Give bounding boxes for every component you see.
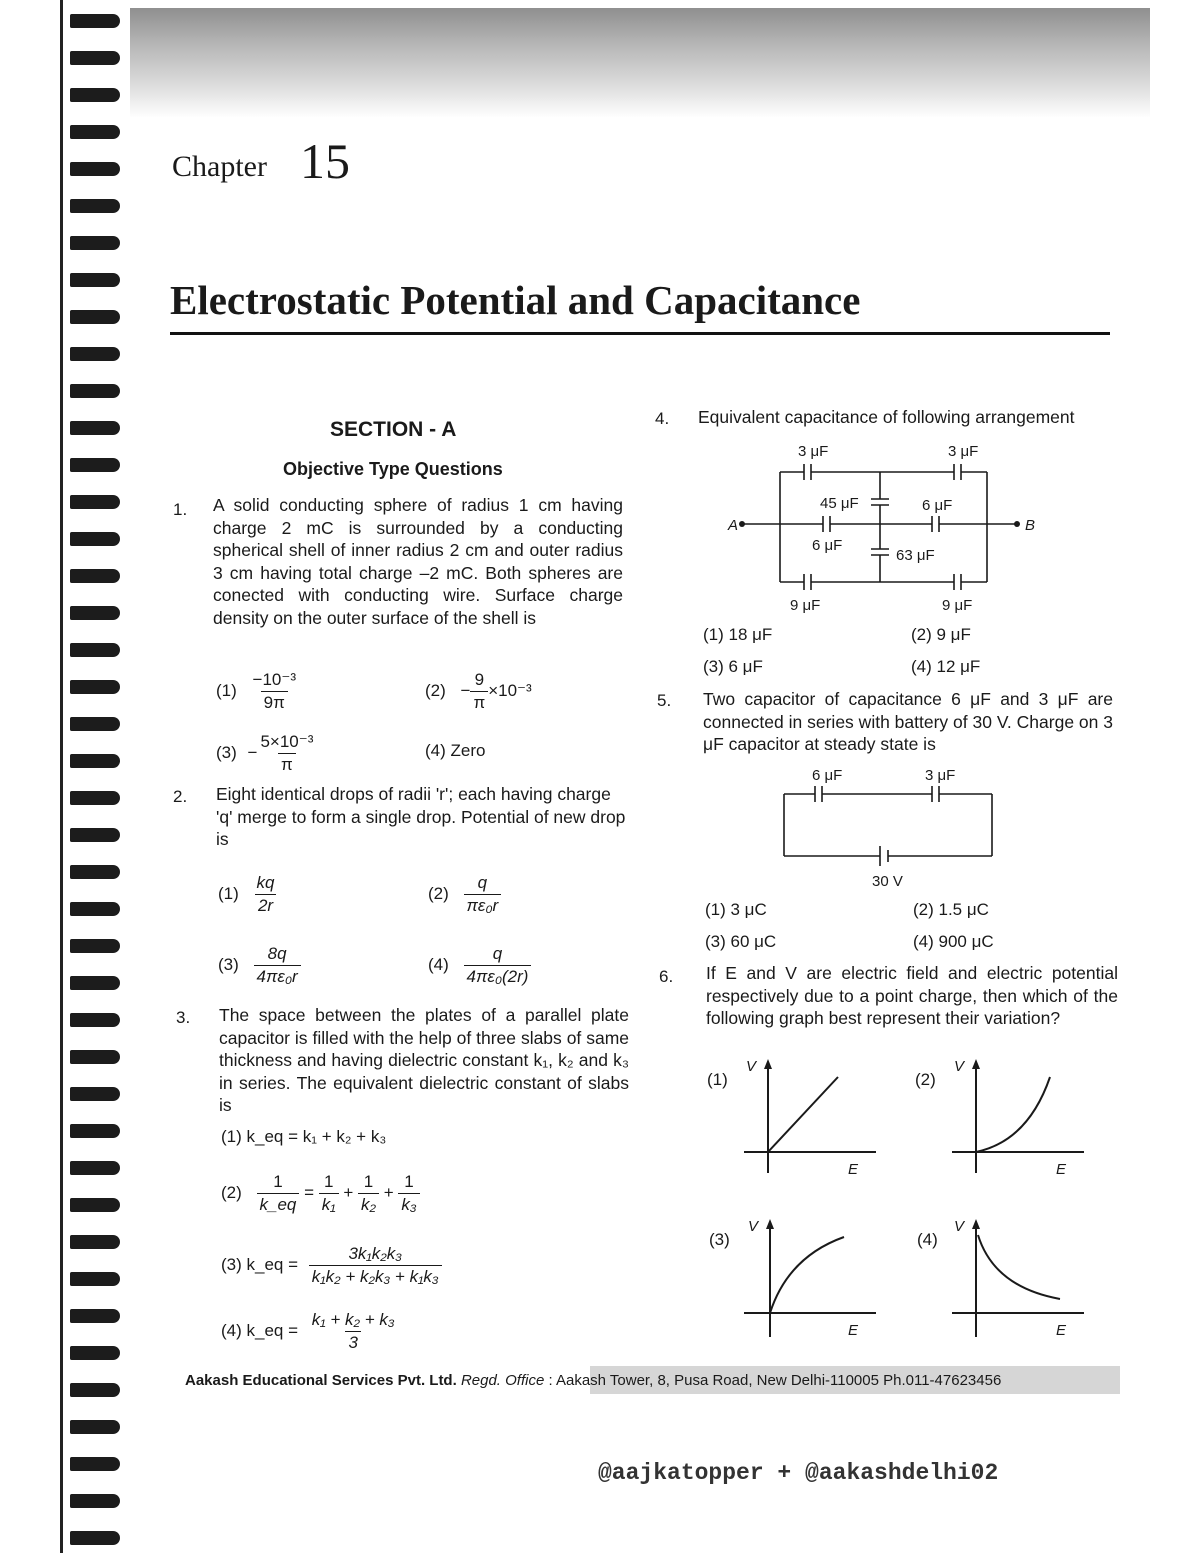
binding-ring	[70, 902, 120, 916]
q5-option-2: (2) 1.5 μC	[913, 900, 989, 919]
binding-ring	[70, 1013, 120, 1027]
label-bottom-right-9uf: 9 μF	[942, 597, 973, 614]
label-bottom-left-9uf: 9 μF	[790, 597, 821, 614]
label-top-right-3uf: 3 μF	[948, 443, 979, 460]
binding-ring	[70, 717, 120, 731]
binding-ring	[70, 1087, 120, 1101]
binding-ring	[70, 88, 120, 102]
q5-option-1: (1) 3 μC	[705, 900, 767, 919]
q5-circuit-diagram	[770, 762, 1010, 894]
footer-address: : Aakash Tower, 8, Pusa Road, New Delhi-110005 Ph.011-47623456	[548, 1372, 1002, 1389]
q2-option-2: (2) $\frac{q}{\text{πε₀r}}$	[428, 873, 501, 916]
q6-graph-3	[740, 1215, 880, 1340]
q6-graph-2	[948, 1055, 1088, 1180]
chapter-label: Chapter	[172, 150, 267, 183]
axis-e: E	[848, 1322, 859, 1339]
q1-text: A solid conducting sphere of radius 1 cm having charge 2 mC is surrounded by a conducting spherical shell of inner radius 2 cm and outer radius 3 cm having total charge –2 mC. Both spheres are conected with conducting wire. Surface charge density on the outer surface of the shell is	[213, 495, 623, 628]
binding-ring	[70, 51, 120, 65]
node-a: A	[728, 517, 739, 534]
q2-number: 2.	[173, 787, 188, 806]
label-6uf-lower: 6 μF	[812, 537, 843, 554]
q4-circuit-diagram	[720, 432, 1060, 617]
q1-option-4: (4) Zero	[425, 741, 486, 760]
q4-option-1: (1) 18 μF	[703, 625, 773, 644]
section-title: SECTION - A	[330, 418, 457, 441]
q3-option-3: (3) k_eq = $\frac{\text{3k₁k₂k₃}}{\text{k₁k₂ + k₂k₃ + k₁k₃}}$	[221, 1244, 442, 1287]
q1-option-3: (3) − $\frac{\text{5×10⁻³}}{\pi}$	[216, 732, 314, 774]
binding-ring	[70, 532, 120, 546]
binding-ring	[70, 1494, 120, 1508]
binding-ring	[70, 1198, 120, 1212]
axis-v: V	[954, 1218, 965, 1235]
label-30v: 30 V	[872, 873, 903, 890]
q4-number: 4.	[655, 409, 670, 428]
q4-option-4: (4) 12 μF	[911, 657, 981, 676]
binding-ring	[70, 495, 120, 509]
chapter-number: 15	[300, 133, 350, 189]
binding-ring	[70, 162, 120, 176]
q1-number: 1.	[173, 500, 188, 519]
label-top-left-3uf: 3 μF	[798, 443, 829, 460]
binding-ring	[70, 1309, 120, 1323]
axis-v: V	[954, 1058, 965, 1075]
q4-option-2: (2) 9 μF	[911, 625, 971, 644]
q3-number: 3.	[176, 1008, 191, 1027]
binding-ring	[70, 1531, 120, 1545]
q5-option-3: (3) 60 μC	[705, 932, 777, 951]
q3-option-4: (4) k_eq = $\frac{\text{k₁ + k₂ + k₃}}{3}$	[221, 1310, 395, 1352]
axis-e: E	[1056, 1161, 1067, 1178]
binding-ring	[70, 643, 120, 657]
label-6uf: 6 μF	[812, 767, 843, 784]
binding-ring	[70, 14, 120, 28]
binding-ring	[70, 754, 120, 768]
q5-number: 5.	[657, 691, 672, 710]
binding-ring	[70, 273, 120, 287]
binding-ring	[70, 421, 120, 435]
binding-ring	[70, 384, 120, 398]
q6-graph-2-label: (2)	[915, 1070, 936, 1089]
binding-ring	[70, 1235, 120, 1249]
binding-ring	[70, 310, 120, 324]
q6-text: If E and V are electric field and electric potential respectively due to a point charge, then which of the following graph best represent their variation?	[706, 963, 1118, 1028]
label-3uf: 3 μF	[925, 767, 956, 784]
node-b: B	[1025, 517, 1036, 534]
title-rule	[170, 332, 1110, 335]
q3-option-1: (1) k_eq = k₁ + k₂ + k₃	[221, 1127, 387, 1146]
binding-ring	[70, 199, 120, 213]
q5-option-4: (4) 900 μC	[913, 932, 994, 951]
scan-shadow	[130, 8, 1150, 118]
q6-graph-4-label: (4)	[917, 1230, 938, 1249]
binding-ring	[70, 1383, 120, 1397]
binding-ring	[70, 1161, 120, 1175]
q4-option-3: (3) 6 μF	[703, 657, 763, 676]
section-subtitle: Objective Type Questions	[283, 459, 503, 479]
q1-option-1: (1) $\frac{\text{−10⁻³}}{9\pi}$	[216, 670, 296, 712]
label-6uf-upper: 6 μF	[922, 497, 953, 514]
binding-ring	[70, 236, 120, 250]
q2-text: Eight identical drops of radii 'r'; each having charge 'q' merge to form a single drop. Potential of new drop is	[216, 784, 626, 849]
binding-ring	[70, 1272, 120, 1286]
q4-text: Equivalent capacitance of following arrangement	[698, 407, 1075, 427]
footer-regd: Regd. Office	[460, 1372, 545, 1389]
q6-graph-3-label: (3)	[709, 1230, 730, 1249]
binding-ring	[70, 1050, 120, 1064]
binding-ring	[70, 1420, 120, 1434]
q2-option-3: (3) $\frac{8q}{\text{4πε₀r}}$	[218, 944, 301, 987]
binding-ring	[70, 125, 120, 139]
binding-ring	[70, 1457, 120, 1471]
binding-ring	[70, 1124, 120, 1138]
label-45uf: 45 μF	[820, 495, 859, 512]
binding-ring	[70, 939, 120, 953]
binding-ring	[70, 680, 120, 694]
footer	[185, 1372, 1001, 1389]
binding-edge	[60, 0, 63, 1553]
footer-company: Aakash Educational Services Pvt. Ltd.	[185, 1372, 457, 1389]
binding-ring	[70, 976, 120, 990]
q2-option-1: (1) $\frac{kq}{2r}$	[218, 873, 275, 915]
q1-option-2: (2) − $\frac{9}{\pi}$ ×10⁻³	[425, 670, 532, 712]
q6-number: 6.	[659, 967, 674, 986]
binding-ring	[70, 569, 120, 583]
binding-ring	[70, 1346, 120, 1360]
chapter-title: Electrostatic Potential and Capacitance	[170, 277, 861, 323]
q6-graph-1-label: (1)	[707, 1070, 728, 1089]
label-63uf: 63 μF	[896, 547, 935, 564]
axis-e: E	[1056, 1322, 1067, 1339]
q3-text: The space between the plates of a parallel plate capacitor is filled with the help of three slabs of same thickness and having dielectric constant k₁, k₂ and k₃ in series. The equivalent dielectric constant of slabs is	[219, 1005, 629, 1115]
q2-option-4: (4) $\frac{q}{\text{4πε₀(2r)}}$	[428, 944, 531, 987]
binding-ring	[70, 347, 120, 361]
axis-e: E	[848, 1161, 859, 1178]
q3-option-2: (2) $\frac{1}{k\_eq}$ = $\frac{1}{\text{k₁}}$ + $\frac{1}{\text{k₂}}$ + $\frac{1}{\text{k₃}}$	[221, 1172, 420, 1215]
q6-graph-1	[740, 1055, 880, 1180]
watermark: @aajkatopper + @aakashdelhi02	[598, 1460, 999, 1486]
binding-ring	[70, 458, 120, 472]
binding-ring	[70, 606, 120, 620]
q5-text: Two capacitor of capacitance 6 μF and 3 μF are connected in series with battery of 30 V. Charge on 3 μF capacitor at steady state is	[703, 689, 1113, 754]
binding-ring	[70, 828, 120, 842]
axis-v: V	[748, 1218, 759, 1235]
q6-graph-4	[948, 1215, 1088, 1340]
axis-v: V	[746, 1058, 757, 1075]
binding-ring	[70, 791, 120, 805]
binding-ring	[70, 865, 120, 879]
